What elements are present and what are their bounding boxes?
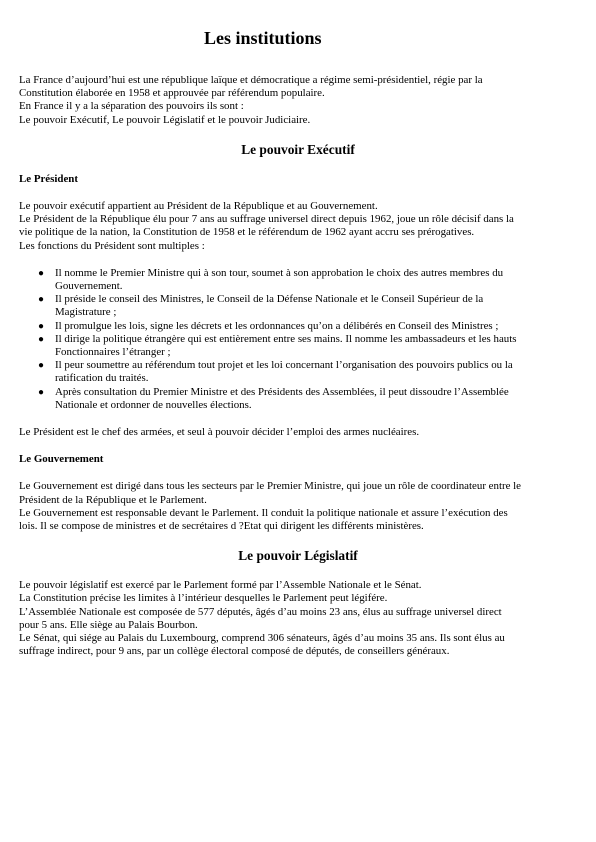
subheading-gouvernement: Le Gouvernement [19, 453, 104, 466]
gouvernement-line: Président de la République et le Parlement. [19, 493, 207, 506]
legislatif-line: La Constitution précise les limites à l’intérieur desquelles le Parlement peut légifére. [19, 592, 388, 605]
intro-line: Le pouvoir Exécutif, Le pouvoir Législatif et le pouvoir Judiciaire. [19, 113, 311, 126]
document-page [19, 28, 577, 659]
gouvernement-paragraph [19, 480, 577, 533]
president-line: Le Président de la République élu pour 7 ans au suffrage universel direct depuis 1962, joue un rôle décisif dans la [19, 213, 514, 226]
page-title: Les institutions [204, 28, 322, 48]
list-item: ● Il promulgue les lois, signe les décrets et les ordonnances qu’on a délibérés en Conseil des Ministres ; [38, 319, 499, 332]
president-line: Le pouvoir exécutif appartient au Président de la République et au Gouvernement. [19, 200, 378, 213]
legislatif-line: Le Sénat, qui siége au Palais du Luxembourg, comprend 306 sénateurs, âgés d’au moins 35 ans. Ils sont élus au [19, 632, 505, 645]
list-item: ● Il préside le conseil des Ministres, le Conseil de la Défense Nationale et le Conseil Supérieur de la Magistrature ; [38, 293, 484, 319]
legislatif-line: Le pouvoir législatif est exercé par le Parlement formé par l’Assemble Nationale et le Sénat. [19, 579, 422, 592]
bullet-icon: ● [38, 267, 45, 279]
gouvernement-line: Le Gouvernement est dirigé dans tous les secteurs par le Premier Ministre, qui joue un rôle de coordinateur entre le [19, 480, 522, 493]
bullet-icon: ● [38, 320, 45, 332]
legislatif-line: suffrage indirect, pour 9 ans, par un collège électoral composé de députés, de conseillers généraux. [19, 645, 450, 658]
bullet-icon: ● [38, 360, 45, 372]
legislatif-paragraph [19, 579, 577, 658]
list-item: ● Il dirige la politique étrangère qui est entièrement entre ses mains. Il nomme les ambassadeurs et les hauts Fonctionnaires l’étranger ; [38, 332, 517, 359]
list-item: ● Il nomme le Premier Ministre qui à son tour, soumet à son approbation le choix des autres membres du Gouvernement. [38, 266, 504, 293]
president-line: vie politique de la nation, la Constitution de 1958 et le référendum de 1962 ayant accru ses prérogatives. [19, 226, 475, 239]
intro-line: En France il y a la séparation des pouvoirs ils sont : [19, 100, 244, 113]
intro-line: La France d’aujourd’hui est une république laïque et démocratique a régime semi-présidentiel, régie par la [19, 74, 483, 86]
list-item: ● Il peur soumettre au référendum tout projet et les loi concernant l’organisation des pouvoirs publics ou la ratification du traités. [38, 359, 513, 385]
bullet-icon: ● [38, 294, 45, 306]
section-heading-legislatif: Le pouvoir Législatif [238, 548, 358, 564]
bullet-icon: ● [38, 386, 45, 398]
gouvernement-line: lois. Il se compose de ministres et de secrétaires d ?Etat qui dirigent les différents ministères. [19, 520, 424, 533]
intro-line: Constitution élaborée en 1958 et approuvée par référendum populaire. [19, 87, 325, 100]
president-paragraph [19, 200, 577, 253]
section-heading-executif: Le pouvoir Exécutif [241, 141, 355, 157]
intro-paragraph [19, 74, 577, 127]
legislatif-line: L’Assemblée Nationale est composée de 577 députés, âgés d’au moins 23 ans, élus au suffrage universel direct [19, 605, 502, 618]
gouvernement-line: Le Gouvernement est responsable devant le Parlement. Il conduit la politique nationale et assure l’exécution des [19, 506, 508, 519]
president-line: Les fonctions du Président sont multiples : [19, 239, 205, 252]
president-closing: Le Président est le chef des armées, et seul à pouvoir décider l’emploi des armes nucléaires. [19, 426, 420, 439]
president-functions-list [19, 267, 577, 412]
subheading-president: Le Président [19, 172, 78, 185]
legislatif-line: pour 5 ans. Elle siège au Palais Bourbon. [19, 618, 198, 631]
list-item: ● Après consultation du Premier Ministre et des Présidents des Assemblées, il peut dissoudre l’Assemblée Nationale et ordonner de nouvelles élections. [38, 385, 509, 411]
bullet-icon: ● [38, 333, 45, 345]
